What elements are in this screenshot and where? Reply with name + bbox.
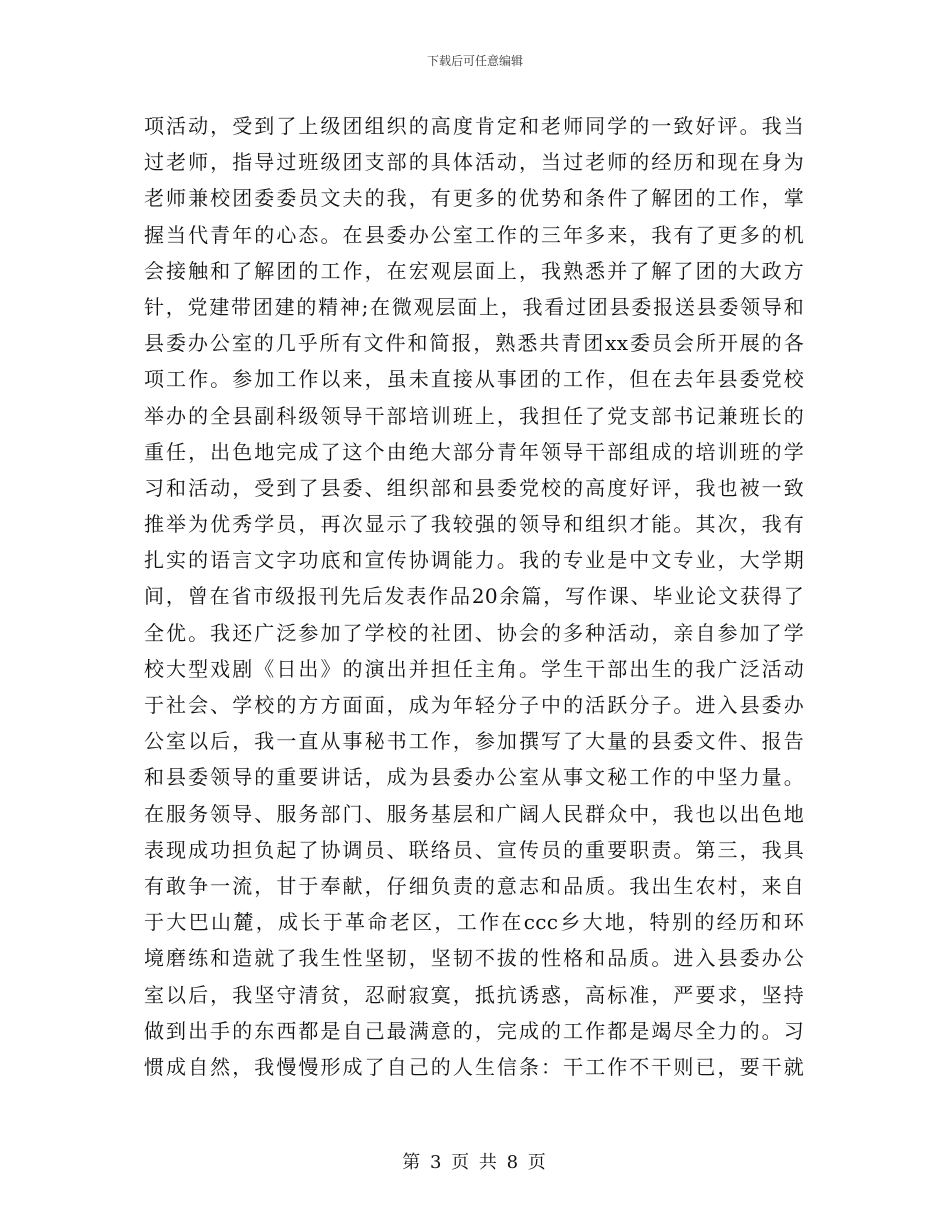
page-header-note: 下载后可任意编辑	[426, 54, 523, 68]
text-line-19: 和县委领导的重要讲话，成为县委办公室从事文秘工作的中坚力量。	[144, 765, 804, 790]
text-line-6: 针，党建带团建的精神;在微观层面上，我看过团县委报送县委领导和	[144, 294, 804, 319]
text-line-4: 握当代青年的心态。在县委办公室工作的三年多来，我有了更多的机	[144, 222, 804, 247]
text-line-22: 有敢争一流，甘于奉献，仔细负责的意志和品质。我出生农村，来自	[144, 873, 804, 898]
text-line-18: 公室以后，我一直从事秘书工作，参加撰写了大量的县委文件、报告	[144, 729, 804, 754]
text-line-17: 于社会、学校的方方面面，成为年轻分子中的活跃分子。进入县委办	[144, 693, 804, 717]
text-line-1: 项活动，受到了上级团组织的高度肯定和老师同学的一致好评。我当	[144, 114, 804, 138]
page-number: 第 3 页 共 8 页	[402, 1152, 548, 1173]
text-line-2: 过老师，指导过班级团支部的具体活动，当过老师的经历和现在身为	[144, 150, 804, 175]
text-line-20: 在服务领导、服务部门、服务基层和广阔人民群众中，我也以出色地	[144, 801, 804, 826]
text-line-26: 做到出手的东西都是自己最满意的，完成的工作都是竭尽全力的。习	[144, 1018, 804, 1043]
text-line-9: 举办的全县副科级领导干部培训班上，我担任了党支部书记兼班长的	[144, 403, 804, 428]
text-line-25: 室以后，我坚守清贫，忍耐寂寞，抵抗诱惑，高标准，严要求，坚持	[144, 982, 804, 1007]
text-line-12: 推举为优秀学员，再次显示了我较强的领导和组织才能。其次，我有	[144, 512, 804, 537]
text-line-11: 习和活动，受到了县委、组织部和县委党校的高度好评，我也被一致	[144, 475, 804, 500]
text-line-8: 项工作。参加工作以来，虽未直接从事团的工作，但在去年县委党校	[144, 367, 804, 392]
text-line-14: 间，曾在省市级报刊先后发表作品20余篇，写作课、毕业论文获得了	[144, 584, 804, 609]
text-line-27: 惯成自然，我慢慢形成了自己的人生信条：干工作不干则已，要干就	[144, 1054, 804, 1079]
text-line-13: 扎实的语言文字功底和宣传协调能力。我的专业是中文专业，大学期	[144, 548, 804, 573]
text-line-15: 全优。我还广泛参加了学校的社团、协会的多种活动，亲自参加了学	[144, 620, 804, 645]
text-line-21: 表现成功担负起了协调员、联络员、宣传员的重要职责。第三，我具	[144, 837, 804, 862]
text-line-10: 重任，出色地完成了这个由绝大部分青年领导干部组成的培训班的学	[144, 439, 804, 464]
text-line-24: 境磨练和造就了我生性坚韧，坚韧不拔的性格和品质。进入县委办公	[144, 946, 804, 971]
text-line-23: 于大巴山麓，成长于革命老区，工作在ccc乡大地，特别的经历和环	[144, 910, 804, 935]
text-line-7: 县委办公室的几乎所有文件和简报，熟悉共青团xx委员会所开展的各	[144, 331, 804, 356]
text-line-5: 会接触和了解团的工作，在宏观层面上，我熟悉并了解了团的大政方	[144, 258, 804, 283]
text-line-3: 老师兼校团委委员文夫的我，有更多的优势和条件了解团的工作，掌	[144, 186, 804, 211]
text-line-16: 校大型戏剧《日出》的演出并担任主角。学生干部出生的我广泛活动	[144, 656, 804, 681]
document-body	[144, 108, 804, 1085]
